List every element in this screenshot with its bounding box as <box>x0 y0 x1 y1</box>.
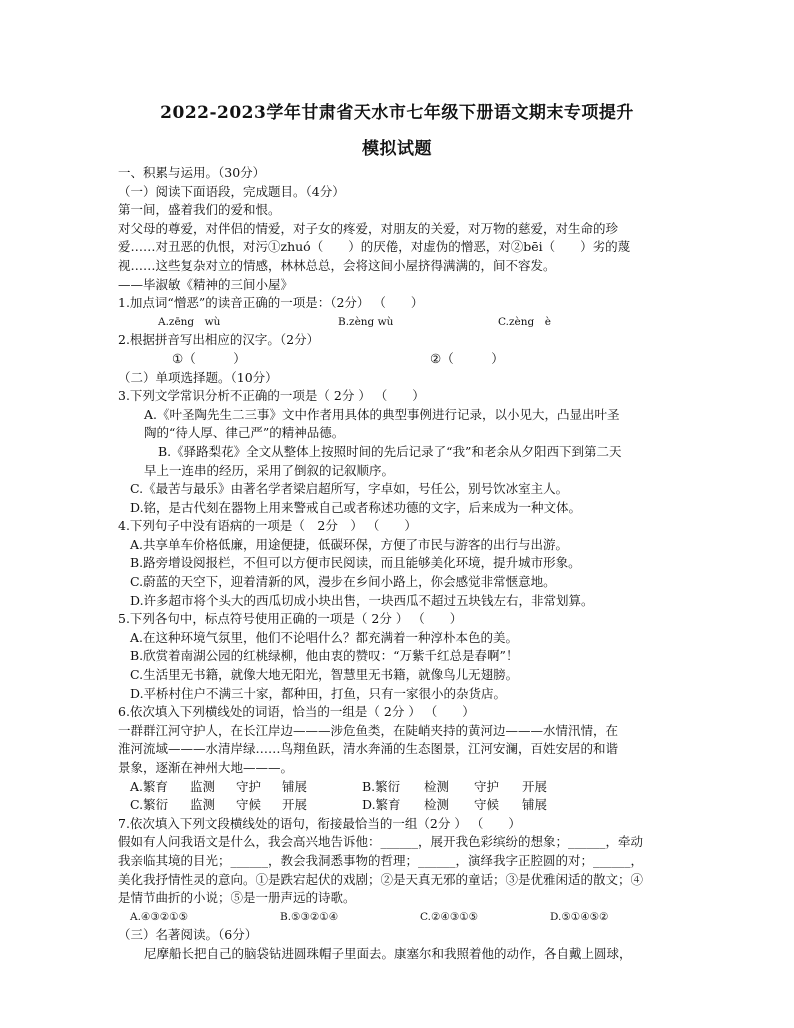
q1-option-a: A.zēng wù <box>158 315 221 328</box>
q6-option-c-word4: 开展 <box>282 797 308 813</box>
q3-option-b-cont: 早上一连串的经历，采用了倒叙的记叙顺序。 <box>144 462 395 478</box>
exam-title: 2022-2023学年甘肃省天水市七年级下册语文期末专项提升 <box>160 103 634 123</box>
q6-option-c-word1: C.繁衍 <box>130 797 169 813</box>
q5-option-d: D.平桥村住户不满三十家，都种田，打鱼，只有一家很小的杂货店。 <box>130 685 507 701</box>
q7-option-d: D.⑤①④⑤② <box>550 910 609 923</box>
q5-option-c: C.生活里无书籍，就像大地无阳光，智慧里无书籍，就像鸟儿无翅膀。 <box>130 667 519 683</box>
passage-line: 第一间，盛着我们的爱和恨。 <box>118 202 281 218</box>
q3-option-a-cont: 陶的“待人厚、律己严”的精神品德。 <box>144 425 345 441</box>
q2-blanks <box>118 350 678 369</box>
q7-options <box>118 908 678 927</box>
q7-option-a: A.④③②①⑤ <box>130 910 188 923</box>
exam-subtitle: 模拟试题 <box>362 139 432 159</box>
passage-source: ——毕淑敏《精神的三间小屋》 <box>118 276 294 292</box>
q7-option-b: B.⑤③②①④ <box>280 910 339 923</box>
q7-option-c: C.②④③①⑤ <box>420 910 479 923</box>
reading-passage-line: 尼摩船长把自己的脑袋钻进圆珠帽子里面去。康塞尔和我照着他的动作，各自戴上圆球， <box>144 945 632 961</box>
q5-option-a: A.在这种环境气氛里，他们不论唱什么？都充满着一种淳朴本色的美。 <box>130 629 519 645</box>
q4-option-a: A.共享单车价格低廉，用途便捷，低碳环保，方便了市民与游客的出行与出游。 <box>130 536 569 552</box>
q3-option-a: A.《叶圣陶先生二三事》文中作者用具体的典型事例进行记录，以小见大，凸显出叶圣 <box>144 406 620 422</box>
q6-option-d-word1: D.繁育 <box>362 797 401 813</box>
q2-blank-2: ②（ ） <box>430 350 504 366</box>
q7-passage-line: 是情节曲折的小说；⑤是一册声远的诗歌。 <box>118 890 356 906</box>
q6-passage-line: 一群群江河守护人，在长江岸边———涉危鱼类，在陡峭夹持的黄河边———水情汛情，在 <box>118 722 619 738</box>
q5-option-b: B.欣赏着南湖公园的红桃绿柳，他由衷的赞叹：“万紫千红总是春啊”！ <box>130 648 519 664</box>
q1-options <box>118 313 678 332</box>
q6-option-d-word2: 检测 <box>424 797 450 813</box>
q6-option-b-word2: 检测 <box>424 778 450 794</box>
q6-option-d-word4: 铺展 <box>522 797 548 813</box>
subsection-heading: （一）阅读下面语段，完成题目。（4分） <box>118 183 345 199</box>
passage-line: 对父母的尊爱，对伴侣的情爱，对子女的疼爱，对朋友的关爱，对万物的慈爱，对生命的珍 <box>118 220 619 236</box>
question-2: 2.根据拼音写出相应的汉字。（2分） <box>118 332 320 348</box>
q6-option-a-word3: 守护 <box>236 778 262 794</box>
subsection-heading: （二）单项选择题。（10分） <box>118 369 278 385</box>
q6-passage-line: 景象，逐渐在神州大地———。 <box>118 760 294 775</box>
subsection-heading: （三）名著阅读。（6分） <box>118 927 258 943</box>
passage-line: 爱……对丑恶的仇恨，对污①zhuó（ ）的厌倦，对虚伪的憎恶，对②bēi（ ）劣的蔑 <box>118 239 631 255</box>
question-5: 5.下列各句中，标点符号使用正确的一项是（ 2分 ） （ ） <box>118 611 463 627</box>
q1-option-b: B.zèng wù <box>338 315 394 328</box>
q6-option-c-word2: 监测 <box>190 797 216 813</box>
q1-option-c: C.zèng è <box>498 315 551 328</box>
q6-option-b-word4: 开展 <box>522 778 548 794</box>
q3-option-c: C.《最苦与最乐》由著名学者梁启超所写，字卓如，号任公，别号饮冰室主人。 <box>130 481 569 497</box>
question-7: 7.依次填入下列文段横线处的语句，衔接最恰当的一组（2分 ） （ ） <box>118 815 521 831</box>
q6-option-a-word4: 铺展 <box>282 778 308 794</box>
question-4: 4.下列句子中没有语病的一项是（ 2分 ） （ ） <box>118 518 417 534</box>
q7-passage-line: 我亲临其境的目光；______，教会我洞悉事物的哲理；______，演绎我字正腔圆的对；______， <box>118 852 644 868</box>
q6-options-row <box>118 796 678 815</box>
q6-option-c-word3: 守候 <box>236 797 262 813</box>
q7-passage-line: 假如有人问我语文是什么，我会高兴地告诉他：______，展开我色彩缤纷的想象；______，牵动 <box>118 834 644 850</box>
question-1: 1.加点词“憎恶”的读音正确的一项是：（2分） （ ） <box>118 295 424 311</box>
q3-option-b: B.《驿路梨花》全文从整体上按照时间的先后记录了“我”和老余从夕阳西下到第二天 <box>158 443 622 459</box>
q7-passage-line: 美化我抒情性灵的意向。①是跌宕起伏的戏剧；②是天真无邪的童话；③是优雅闲适的散文；④ <box>118 871 644 887</box>
q2-blank-1: ①（ ） <box>172 350 246 366</box>
q6-option-a-word1: A.繁育 <box>130 778 169 794</box>
passage-line: 视……这些复杂对立的情感，林林总总，会将这间小屋挤得满满的，间不容发。 <box>118 257 556 273</box>
exam-body <box>118 164 678 964</box>
q6-option-d-word3: 守候 <box>474 797 500 813</box>
q6-option-b-word1: B.繁衍 <box>362 778 401 794</box>
q6-option-a-word2: 监测 <box>190 778 216 794</box>
q4-option-c: C.蔚蓝的天空下，迎着清新的风，漫步在乡间小路上，你会感觉非常惬意地。 <box>130 574 556 590</box>
q4-option-b: B.路旁增设阅报栏，不但可以方便市民阅读，而且能够美化环境，提升城市形象。 <box>130 555 581 571</box>
q3-option-d: D.铭，是古代刻在器物上用来警戒自己或者称述功德的文字，后来成为一种文体。 <box>130 499 582 515</box>
section-heading: 一、积累与运用。（30分） <box>118 165 266 180</box>
q6-options-row <box>118 778 678 797</box>
q4-option-d: D.许多超市将个头大的西瓜切成小块出售，一块西瓜不超过五块钱左右，非常划算。 <box>130 592 594 608</box>
question-3: 3.下列文学常识分析不正确的一项是（ 2分 ） （ ） <box>118 388 425 404</box>
question-6: 6.依次填入下列横线处的词语，恰当的一组是（ 2分 ） （ ） <box>118 704 475 720</box>
q6-option-b-word3: 守护 <box>474 778 500 794</box>
q6-passage-line: 淮河流域———水清岸绿……鸟翔鱼跃，清水奔涌的生态图景，江河安澜，百姓安居的和谐 <box>118 741 619 757</box>
